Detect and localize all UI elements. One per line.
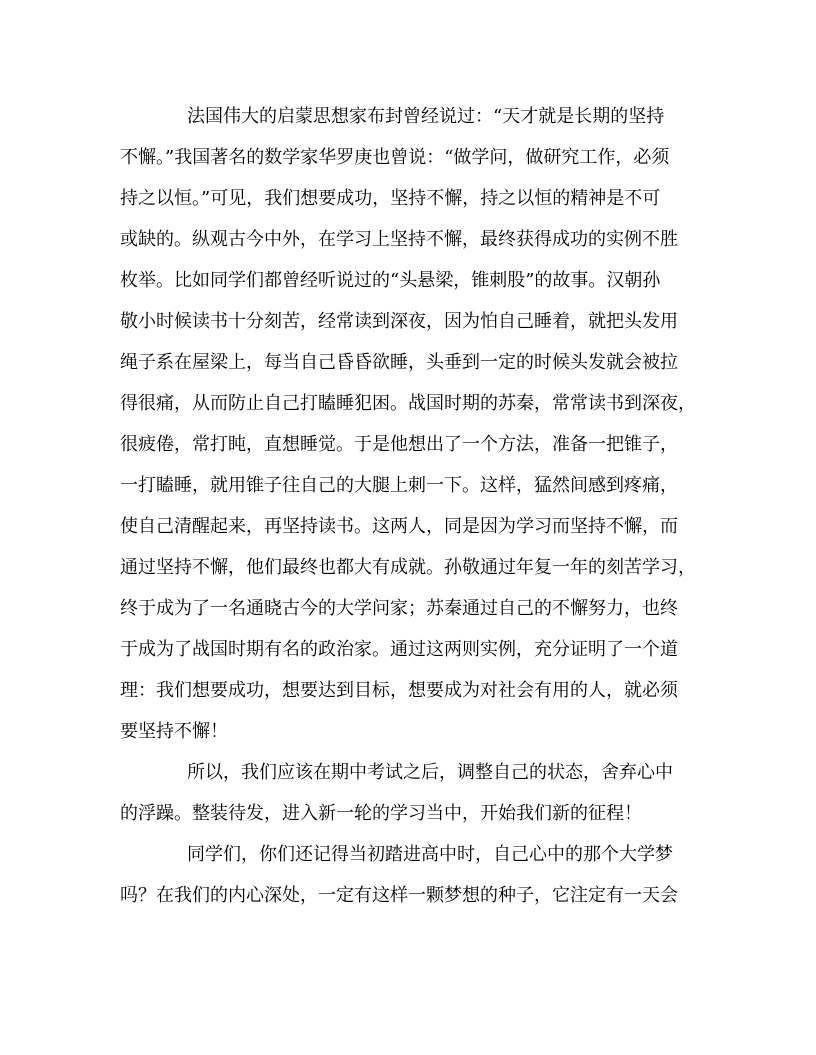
text-line: 吗？在我们的内心深处，一定有这样一颗梦想的种子，它注定有一天会: [120, 885, 678, 906]
text-line: 法国伟大的启蒙思想家布封曾经说过：“天才就是长期的坚持: [187, 106, 665, 127]
text-line: 很疲倦，常打盹，直想睡觉。于是他想出了一个方法，准备一把锥子，: [120, 434, 678, 455]
text-line: 枚举。比如同学们都曾经听说过的“头悬梁，锥刺股”的故事。汉朝孙: [120, 270, 661, 291]
text-line: 不懈。”我国著名的数学家华罗庚也曾说：“做学问，做研究工作，必须: [120, 147, 670, 168]
text-line: 所以，我们应该在期中考试之后，调整自己的状态，舍弃心中: [187, 762, 673, 783]
text-line: 使自己清醒起来，再坚持读书。这两人，同是因为学习而坚持不懈，而: [120, 516, 678, 537]
text-line: 同学们，你们还记得当初踏进高中时，自己心中的那个大学梦: [187, 844, 673, 865]
text-line: 于成为了战国时期有名的政治家。通过这两则实例，充分证明了一个道: [120, 639, 678, 660]
text-line: 的浮躁。整装待发，进入新一轮的学习当中，开始我们新的征程！: [120, 803, 642, 824]
text-line: 理：我们想要成功，想要达到目标，想要成为对社会有用的人，就必须: [120, 680, 678, 701]
text-line: 得很痛，从而防止自己打瞌睡犯困。战国时期的苏秦，常常读书到深夜，: [120, 393, 696, 414]
text-line: 或缺的。纵观古今中外，在学习上坚持不懈，最终获得成功的实例不胜: [120, 229, 678, 250]
text-line: 敬小时候读书十分刻苦，经常读到深夜，因为怕自己睡着，就把头发用: [120, 311, 678, 332]
text-line: 要坚持不懈！: [120, 721, 228, 742]
text-line: 持之以恒。”可见，我们想要成功，坚持不懈，持之以恒的精神是不可: [120, 188, 661, 209]
text-line: 终于成为了一名通晓古今的大学问家；苏秦通过自己的不懈努力，也终: [120, 598, 678, 619]
text-line: 通过坚持不懈，他们最终也都大有成就。孙敬通过年复一年的刻苦学习，: [120, 557, 696, 578]
text-line: 绳子系在屋梁上，每当自己昏昏欲睡，头垂到一定的时候头发就会被拉: [120, 352, 678, 373]
text-line: 一打瞌睡，就用锥子往自己的大腿上刺一下。这样，猛然间感到疼痛，: [120, 475, 678, 496]
